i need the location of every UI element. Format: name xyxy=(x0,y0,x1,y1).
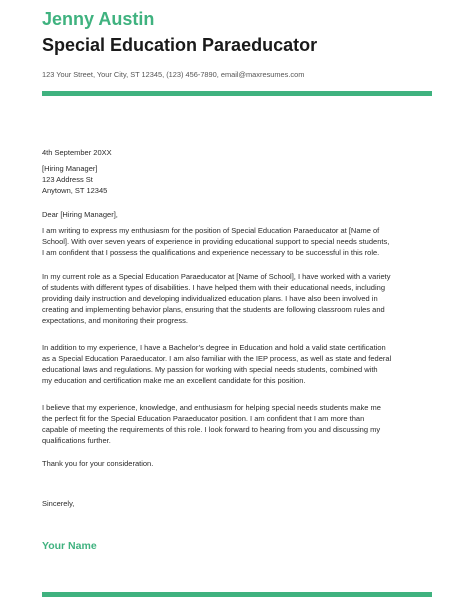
paragraph-line: providing daily instruction and developing individualized education plans. I have also been involved in xyxy=(42,294,378,303)
paragraph-line: as a Special Education Paraeducator. I am also familiar with the IEP process, as well as state and federal xyxy=(42,354,392,363)
letter-date: 4th September 20XX xyxy=(42,148,112,157)
paragraph-line: of students with different types of disabilities. I have helped them with their educational needs, including xyxy=(42,283,385,292)
paragraph-2 xyxy=(42,271,437,326)
salutation: Dear [Hiring Manager], xyxy=(42,210,118,219)
paragraph-line: In addition to my experience, I have a Bachelor’s degree in Education and hold a valid state certification xyxy=(42,343,386,352)
applicant-name: Jenny Austin xyxy=(42,9,155,29)
signature-name: Your Name xyxy=(42,540,97,552)
header-divider xyxy=(42,91,432,96)
paragraph-3 xyxy=(42,342,437,386)
recipient-address xyxy=(42,163,437,196)
recipient-line: [Hiring Manager] xyxy=(42,164,98,173)
paragraph-line: qualifications further. xyxy=(42,436,111,445)
paragraph-line: educational laws and regulations. My passion for working with special needs students, combined with xyxy=(42,365,378,374)
paragraph-line: I believe that my experience, knowledge, and enthusiasm for helping special needs students make me xyxy=(42,403,381,412)
paragraph-line: I am writing to express my enthusiasm for the position of Special Education Paraeducator at [Name of xyxy=(42,226,380,235)
paragraph-line: creating and implementing behavior plans, ensuring that the students are following classroom rules and xyxy=(42,305,385,314)
paragraph-line: capable of meeting the requirements of this role. I look forward to hearing from you and discussing my xyxy=(42,425,381,434)
paragraph-4 xyxy=(42,402,437,446)
paragraph-line: my education and certification make me an excellent candidate for this position. xyxy=(42,376,306,385)
paragraph-line: I am confident that I possess the qualifications and experience necessary to be successful in this role. xyxy=(42,248,380,257)
job-title: Special Education Paraeducator xyxy=(42,35,318,55)
closing-line: Thank you for your consideration. xyxy=(42,459,154,468)
paragraph-line: In my current role as a Special Education Paraeducator at [Name of School], I have worked with a variety xyxy=(42,272,391,281)
paragraph-line: expectations, and monitoring their progress. xyxy=(42,316,188,325)
paragraph-1 xyxy=(42,225,437,258)
signoff: Sincerely, xyxy=(42,499,75,508)
recipient-line: 123 Address St xyxy=(42,175,93,184)
paragraph-line: School]. With over seven years of experience in providing educational support to special needs students, xyxy=(42,237,390,246)
footer-divider xyxy=(42,592,432,597)
paragraph-line: the perfect fit for the Special Education Paraeducator position. I am confident that I am more than xyxy=(42,414,365,423)
recipient-line: Anytown, ST 12345 xyxy=(42,186,108,195)
contact-info: 123 Your Street, Your City, ST 12345, (123) 456-7890, email@maxresumes.com xyxy=(42,70,305,79)
